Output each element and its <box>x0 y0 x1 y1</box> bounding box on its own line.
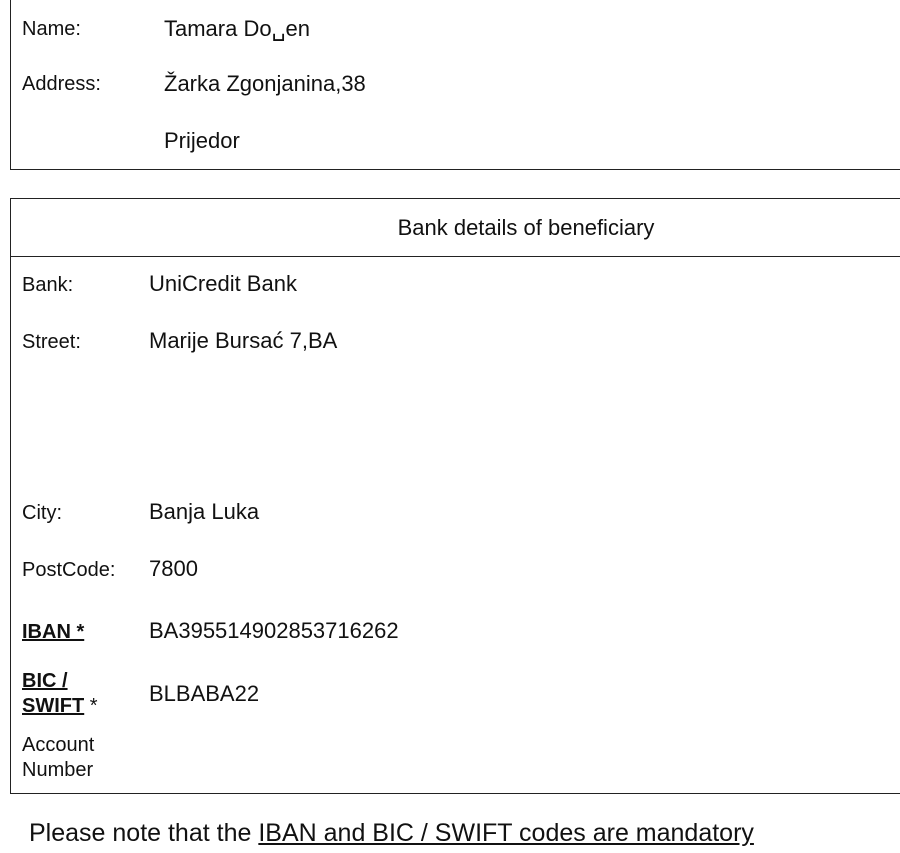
account-label-line2: Number <box>22 759 94 781</box>
bic-label-line2: SWIFT <box>22 695 85 717</box>
account-label-line1: Account <box>22 734 95 756</box>
bic-label-line1: BIC / <box>22 670 68 692</box>
postcode-label: PostCode: <box>22 559 116 581</box>
bank-details-header: Bank details of beneficiary <box>397 215 655 240</box>
beneficiary-box <box>10 0 900 170</box>
name-value: Tamara Do␣en <box>164 16 311 41</box>
postcode-value: 7800 <box>149 556 198 581</box>
bank-details-header-row <box>11 199 900 257</box>
iban-value: BA395514902853716262 <box>149 618 399 643</box>
name-label: Name: <box>22 18 81 40</box>
mandatory-note <box>29 818 754 848</box>
city-value: Banja Luka <box>149 499 260 524</box>
address-line2: Prijedor <box>164 128 240 153</box>
bank-details-box <box>10 198 900 794</box>
address-label: Address: <box>22 73 101 95</box>
account-number-label <box>22 733 94 783</box>
bic-label-star: * <box>84 695 98 717</box>
bic-swift-label <box>22 669 98 719</box>
note-prefix: Please note that the <box>29 819 259 847</box>
address-line1: Žarka Zgonjanina,38 <box>164 71 366 96</box>
city-label: City: <box>22 502 62 524</box>
bank-label: Bank: <box>22 274 74 296</box>
street-value: Marije Bursać 7,BA <box>149 328 338 353</box>
iban-label: IBAN * <box>22 621 85 643</box>
bic-value: BLBABA22 <box>149 681 260 706</box>
street-label: Street: <box>22 331 81 353</box>
note-underlined: IBAN and BIC / SWIFT codes are mandatory <box>258 819 754 847</box>
bank-value: UniCredit Bank <box>149 271 297 296</box>
